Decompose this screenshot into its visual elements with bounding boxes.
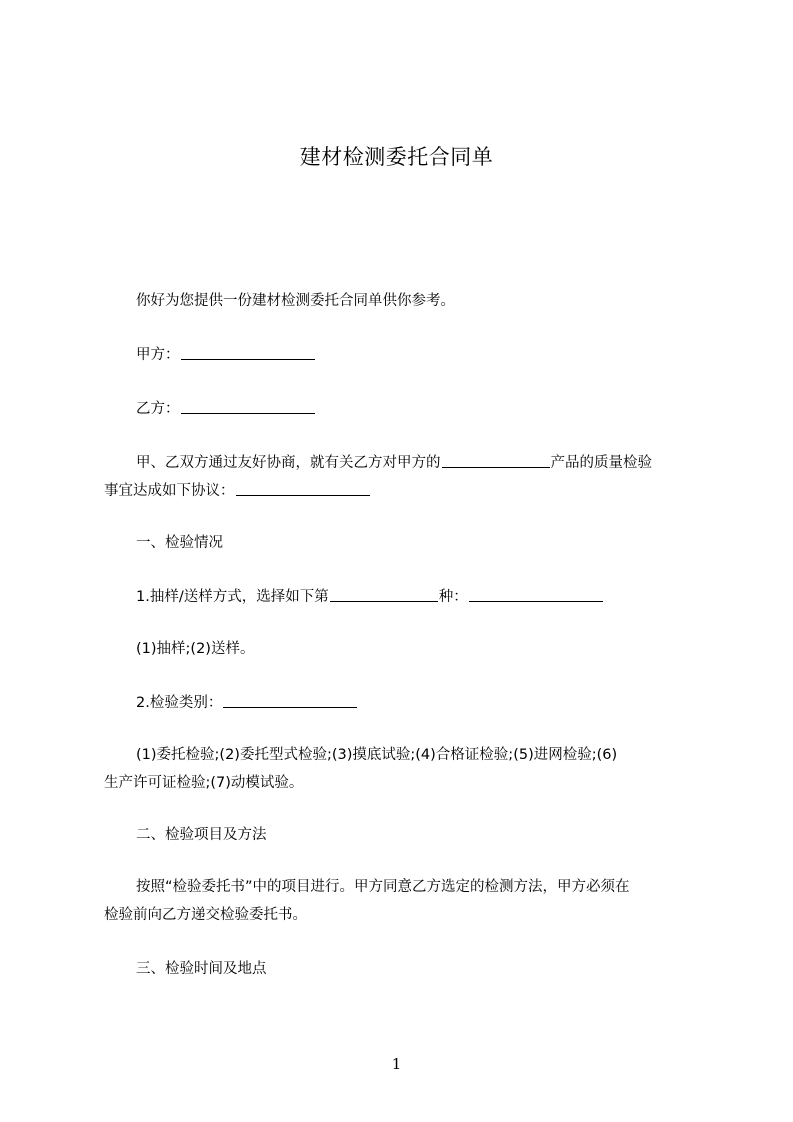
- section-2-heading-text: 二、检验项目及方法: [136, 827, 267, 843]
- item-1-line: [104, 583, 732, 611]
- item-2-label: 2.检验类别：: [136, 695, 223, 711]
- party-a-blank: [181, 344, 315, 360]
- page-number: 1: [391, 1055, 402, 1073]
- item-1-options-text: (1)抽样;(2)送样。: [136, 641, 255, 657]
- section-1-heading: [104, 529, 732, 557]
- agreement-text-2: 产品的质量检验: [550, 455, 652, 471]
- party-b-label: 乙方：: [136, 401, 180, 417]
- item-2-line: [104, 689, 732, 717]
- section-3-heading-text: 三、检验时间及地点: [136, 961, 267, 977]
- item-2-options-line-1: [104, 741, 732, 769]
- section-2-body-line-1: [104, 873, 732, 901]
- intro-paragraph: [104, 287, 732, 315]
- item-2-options-text-1: (1)委托检验;(2)委托型式检验;(3)摸底试验;(4)合格证检验;(5)进网检验;(6): [136, 747, 618, 763]
- item-2-options-text-2: 生产许可证检验;(7)动模试验。: [104, 775, 304, 791]
- inspection-type-blank: [223, 692, 357, 708]
- agreement-line-1: [104, 449, 732, 477]
- agreement-blank: [236, 480, 370, 496]
- item-1-text-1: 1.抽样/送样方式，选择如下第: [136, 589, 329, 605]
- section-2-heading: [104, 821, 732, 849]
- section-2-body-text-1: 按照“检验委托书”中的项目进行。甲方同意乙方选定的检测方法，甲方必须在: [136, 879, 630, 895]
- party-a-line: [104, 341, 732, 369]
- party-b-blank: [181, 398, 315, 414]
- party-b-line: [104, 395, 732, 423]
- document-title: 建材检测委托合同单: [299, 145, 494, 169]
- agreement-text-1: 甲、乙双方通过友好协商，就有关乙方对甲方的: [136, 455, 441, 471]
- item-1-options: [104, 635, 732, 663]
- sampling-method-blank: [469, 586, 603, 602]
- intro-text: 你好为您提供一份建材检测委托合同单供你参考。: [136, 293, 455, 309]
- section-3-heading: [104, 955, 732, 983]
- sampling-choice-blank: [330, 586, 438, 602]
- agreement-text-3: 事宜达成如下协议：: [104, 483, 235, 499]
- agreement-line-2: [104, 477, 700, 505]
- section-1-heading-text: 一、检验情况: [136, 535, 223, 551]
- party-a-label: 甲方：: [136, 347, 180, 363]
- product-blank: [442, 452, 550, 468]
- section-2-body-text-2: 检验前向乙方递交检验委托书。: [104, 907, 307, 923]
- item-2-options-line-2: [104, 769, 700, 797]
- item-1-text-2: 种：: [438, 589, 468, 605]
- section-2-body-line-2: [104, 901, 700, 929]
